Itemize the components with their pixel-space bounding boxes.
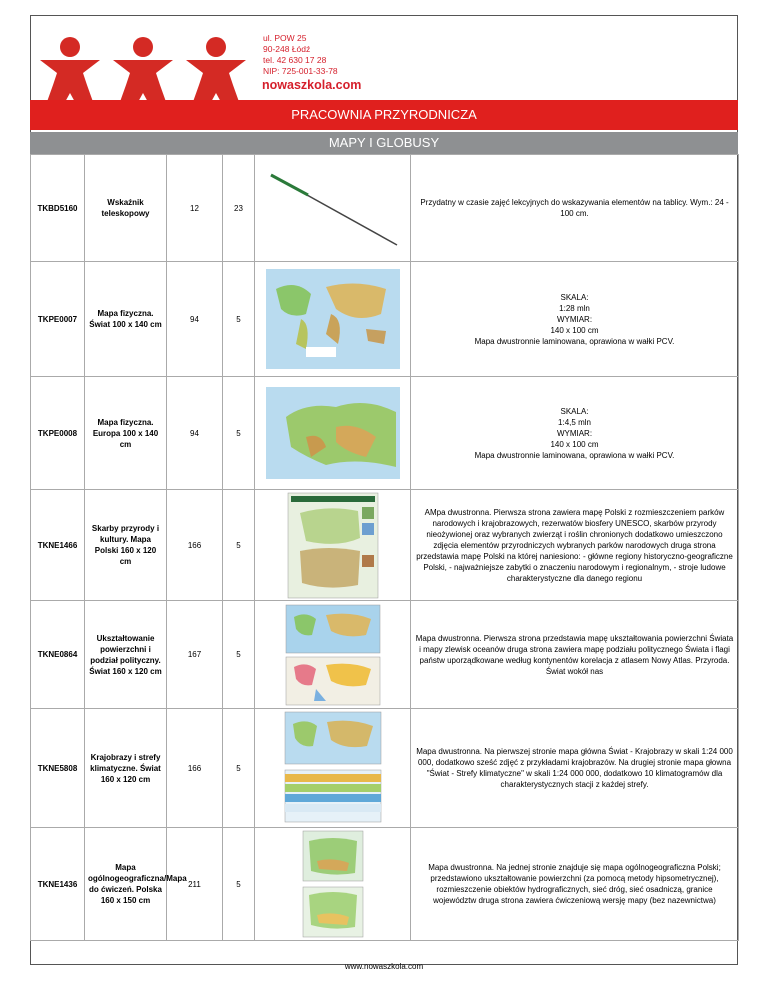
size-value: 140 x 100 cm <box>550 325 599 335</box>
product-value-2: 5 <box>223 490 255 601</box>
product-name: Ukształtowanie powierzchni i podział polityczny. Świat 160 x 120 cm <box>85 601 167 709</box>
product-description <box>411 490 739 601</box>
product-name: Wskaźnik teleskopowy <box>85 155 167 262</box>
product-description <box>411 262 739 377</box>
product-code: TKBD5160 <box>31 155 85 262</box>
product-table <box>30 154 739 941</box>
scale-value: 1:28 mln <box>559 303 590 313</box>
poland-map-icon <box>303 831 363 937</box>
section-subtitle: MAPY I GLOBUSY <box>30 132 738 154</box>
company-address <box>263 33 338 77</box>
table-row <box>31 709 739 828</box>
product-value-1: 211 <box>167 828 223 941</box>
product-image <box>255 155 411 262</box>
product-description-text: AMpa dwustronna. Pierwsza strona zawiera mapę Polski z rozmieszczeniem parków narodowych i krajobrazowych, rezerwatów biosfery UNESCO, skarbów przyrody nieożywionej oraz wybranych zwierząt i roślin chronionych dodatkowo umieszczono zdjęcia elementów przyrodniczych wybranych parków narodowych druga strona przedstawia mapę Polski na której naniesiono: - główne regiony historyczno-geograficzne Polski, - najważniejsze zabytki o znaczeniu narodowym i regionalnym, - stroje ludowe charakterystyczne dla danego regionu <box>416 507 733 583</box>
climate-map-icon <box>285 712 381 824</box>
product-description: Mapa dwustronna. Na pierwszej stronie mapa główna Świat - Krajobrazy w skali 1:24 000 000, dodatkowo sześć zdjęć z przykładami krajobrazów. Na drugiej stronie mapa głowna "Świat - Strefy klimatyczne" w skali 1:24 000 000, dodatkowo 10 klimatogramów dla charakterystycznych stacji z każdej strefy. <box>411 709 739 828</box>
product-value-2: 5 <box>223 828 255 941</box>
product-value-2: 5 <box>223 262 255 377</box>
product-image <box>255 828 411 941</box>
product-name: Skarby przyrody i kultury. Mapa Polski 160 x 120 cm <box>85 490 167 601</box>
pointer-stick-icon <box>263 163 403 253</box>
scale-value: 1:4,5 mln <box>558 417 591 427</box>
address-street: ul. POW 25 <box>263 33 307 43</box>
product-value-1: 94 <box>167 262 223 377</box>
product-value-2: 5 <box>223 377 255 490</box>
size-label: WYMIAR: <box>556 314 593 324</box>
europe-map-icon <box>266 387 400 479</box>
product-description: Przydatny w czasie zajęć lekcyjnych do wskazywania elementów na tablicy. Wym.: 24 - 100 cm. <box>411 155 739 262</box>
product-name: Mapa fizyczna. Europa 100 x 140 cm <box>85 377 167 490</box>
table-row <box>31 828 739 941</box>
product-value-1: 166 <box>167 709 223 828</box>
product-description: Mapa dwustronna. Na jednej stronie znajduje się mapa ogólnogeograficzna Polski; przedstawiono ukształtowanie powierzchni (za pomocą metody hipsometrycznej), rozmieszczenie obiektów hydrograficznych, sieć dróg, sieć osadniczą, granice województw druga strona zawiera ćwiczeniową wersję mapy (bez nazewnictwa) <box>411 828 739 941</box>
scale-label: SKALA: <box>560 406 589 416</box>
world-map-icon <box>286 605 380 705</box>
product-image <box>255 262 411 377</box>
size-value: 140 x 100 cm <box>550 439 599 449</box>
world-map-icon <box>266 269 400 369</box>
product-code: TKNE1436 <box>31 828 85 941</box>
description-note: Mapa dwustronnie laminowana, oprawiona w wałki PCV. <box>474 336 675 346</box>
table-row <box>31 601 739 709</box>
poland-map-icon <box>288 493 378 598</box>
product-code: TKNE5808 <box>31 709 85 828</box>
brand-name: nowaszkola.com <box>262 78 362 92</box>
product-value-2: 5 <box>223 601 255 709</box>
product-description <box>411 377 739 490</box>
product-name: Mapa fizyczna. Świat 100 x 140 cm <box>85 262 167 377</box>
product-code: TKNE0864 <box>31 601 85 709</box>
product-code: TKNE1466 <box>31 490 85 601</box>
address-nip: NIP: 725-001-33-78 <box>263 66 338 76</box>
address-phone: tel. 42 630 17 28 <box>263 55 327 65</box>
product-image <box>255 377 411 490</box>
section-title: PRACOWNIA PRZYRODNICZA <box>30 100 738 130</box>
product-code: TKPE0008 <box>31 377 85 490</box>
footer-url: www.nowaszkola.com <box>344 962 424 971</box>
table-row <box>31 377 739 490</box>
product-name: Krajobrazy i strefy klimatyczne. Świat 160 x 120 cm <box>85 709 167 828</box>
address-city: 90-248 Łódź <box>263 44 311 54</box>
table-row <box>31 262 739 377</box>
product-image <box>255 709 411 828</box>
product-image <box>255 601 411 709</box>
product-value-2: 23 <box>223 155 255 262</box>
product-value-1: 167 <box>167 601 223 709</box>
table-row <box>31 490 739 601</box>
product-image <box>255 490 411 601</box>
product-name: Mapa ogólnogeograficzna/Mapa do ćwiczeń. Polska 160 x 150 cm <box>85 828 167 941</box>
product-value-1: 166 <box>167 490 223 601</box>
table-row <box>31 155 739 262</box>
product-value-1: 12 <box>167 155 223 262</box>
product-code: TKPE0007 <box>31 262 85 377</box>
product-value-1: 94 <box>167 377 223 490</box>
size-label: WYMIAR: <box>556 428 593 438</box>
product-description: Mapa dwustronna. Pierwsza strona przedstawia mapę ukształtowania powierzchni Świata i mapy zlewisk oceanów druga strona zawiera mapę podziału politycznego Świata i flagi państw uporządkowane według kontynentów korelacja z atlasem Nowy Atlas. Przyroda. Świat wokół nas <box>411 601 739 709</box>
scale-label: SKALA: <box>560 292 589 302</box>
description-note: Mapa dwustronnie laminowana, oprawiona w wałki PCV. <box>474 450 675 460</box>
product-value-2: 5 <box>223 709 255 828</box>
